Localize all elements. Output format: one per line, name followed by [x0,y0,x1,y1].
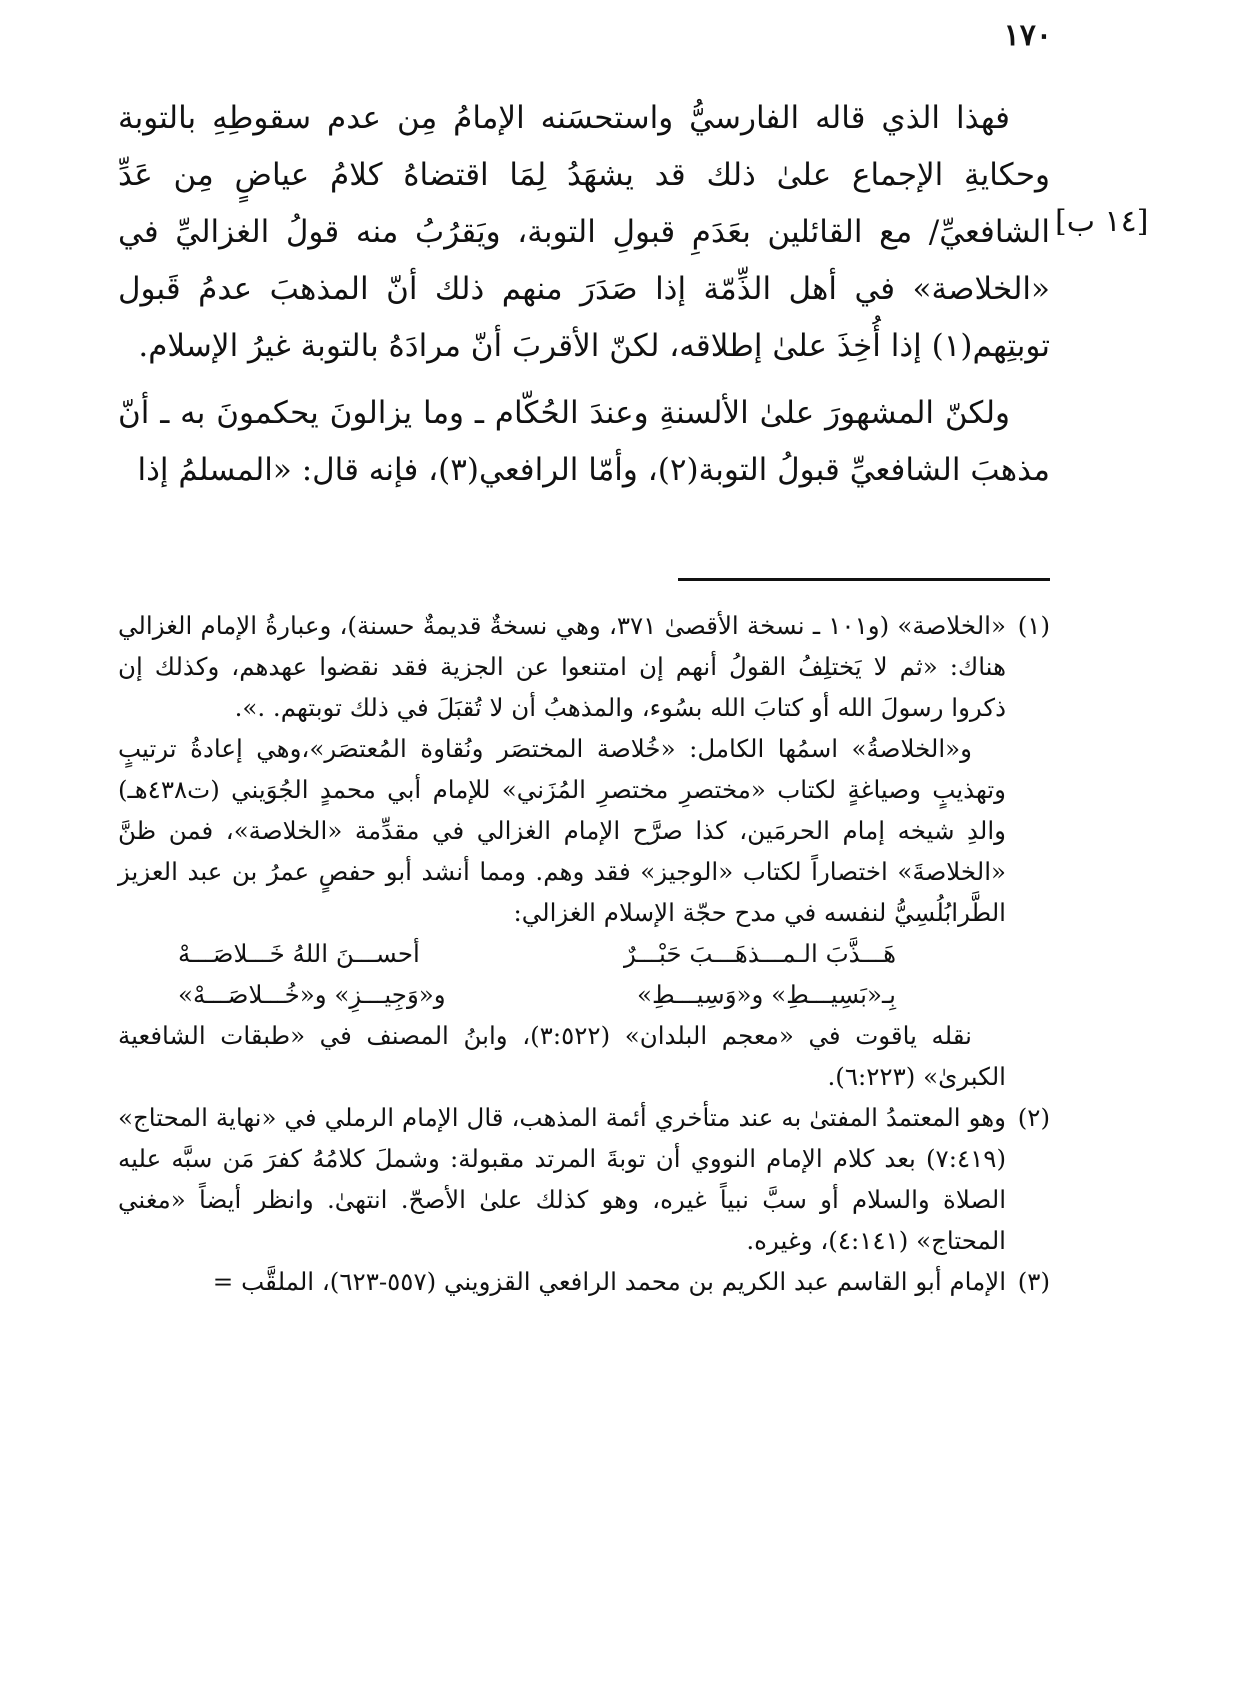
poem-verse-2 [118,974,1006,1015]
poem-hemistich: هَـــذَّبَ الـمـــذهَـــبَ حَبْـــرٌ [623,939,896,968]
footnote-text: «الخلاصة» (و١٠١ ـ نسخة الأقصىٰ ٣٧١، وهي نسخةٌ قديمةٌ حسنة)، وعبارةُ الإمام الغزالي هناك: «ثم لا يَختلِفُ القولُ أنهم إن امتنعوا عن الجزية فقد نقضوا عهدهم، وكذلك إن ذكروا رسولَ الله أو كتابَ الله بسُوء، والمذهبُ أن لا تُقبَلَ في ذلك توبتهم. .». [118,611,1006,722]
footnote-paragraph: و«الخلاصةُ» اسمُها الكامل: «خُلاصة المختصَر ونُقاوة المُعتصَر»،وهي إعادةُ ترتيبٍ وتهذيبٍ وصياغةٍ لكتاب «مختصرِ مختصرِ المُزَني» للإمام أبي محمدٍ الجُوَيني (ت٤٣٨هـ) والدِ شيخه إمام الحرمَين، كذا صرَّح الإمام الغزالي في مقدِّمة «الخلاصة»، فمن ظنَّ «الخلاصةَ» اختصاراً لكتاب «الوجيز» فقد وهم. ومما أنشد أبو حفصٍ عمرُ بن عبد العزيز الطَّرابُلُسِيُّ لنفسه في مدح حجّة الإسلام الغزالي: [118,734,1006,927]
poem-hemistich: بِـ«بَسِيـــطِ» و«وَسِيـــطِ» [637,980,896,1009]
page-number: ١٧٠ [1003,18,1052,53]
footnote-number: (٢) [1017,1103,1050,1132]
main-paragraph-2: ولكنّ المشهورَ علىٰ الألسنةِ وعندَ الحُكّام ـ وما يزالونَ يحكمونَ به ـ أنّ مذهبَ الشافعيِّ قبولُ التوبة(٢)، وأمّا الرافعي(٣)، فإنه قال: «المسلمُ إذا [118,395,1050,488]
footnote-3 [118,1261,1050,1302]
footnote-number: (١) [1017,611,1050,640]
main-paragraph-1: فهذا الذي قاله الفارسيُّ واستحسَنه الإمامُ مِن عدم سقوطِهِ بالتوبة وحكايةِ الإجماع علىٰ ذلك قد يشهَدُ لِمَا اقتضاهُ كلامُ عياضٍ مِن عَدِّ الشافعيِّ/ مع القائلين بعَدَمِ قبولِ التوبة، ويَقرُبُ منه قولُ الغزاليِّ في «الخلاصة» في أهل الذِّمّة إذا صَدَرَ منهم ذلك أنّ المذهبَ عدمُ قَبول توبتِهم(١) إذا أُخِذَ علىٰ إطلاقه، لكنّ الأقربَ أنّ مرادَهُ بالتوبة غيرُ الإسلام. [118,100,1050,364]
main-text [118,90,1050,499]
poem-verse-1 [118,933,1006,974]
footnote-text: وهو المعتمدُ المفتىٰ به عند متأخري أئمة المذهب، قال الإمام الرملي في «نهاية المحتاج» (٧:٤١٩) بعد كلام الإمام النووي أن توبةَ المرتد مقبولة: وشملَ كلامُهُ كفرَ مَن سبَّه عليه الصلاة والسلام أو سبَّ نبياً غيره، وهو كذلك علىٰ الأصحّ. انتهىٰ. وانظر أيضاً «مغني المحتاج» (٤:١٤١)، وغيره. [118,1103,1006,1255]
footnote-paragraph: نقله ياقوت في «معجم البلدان» (٣:٥٢٢)، وابنُ المصنف في «طبقات الشافعية الكبرىٰ» (٦:٢٢٣). [118,1021,1006,1091]
poem-hemistich: و«وَجِيـــزِ» و«خُـــلاصَـــهْ» [178,980,446,1009]
footnote-text: الإمام أبو القاسم عبد الكريم بن محمد الرافعي القزويني (٥٥٧-٦٢٣)، الملقَّب = [212,1267,1006,1296]
footnotes [118,605,1050,1302]
poem-hemistich: أحســـنَ اللهُ خَـــلاصَـــهْ [178,939,420,968]
footnote-2 [118,1097,1050,1261]
footnote-1 [118,605,1050,1097]
manuscript-folio-ref: [١٤ ب] [1055,204,1149,239]
footnote-separator [678,578,1050,581]
footnote-number: (٣) [1017,1267,1050,1296]
